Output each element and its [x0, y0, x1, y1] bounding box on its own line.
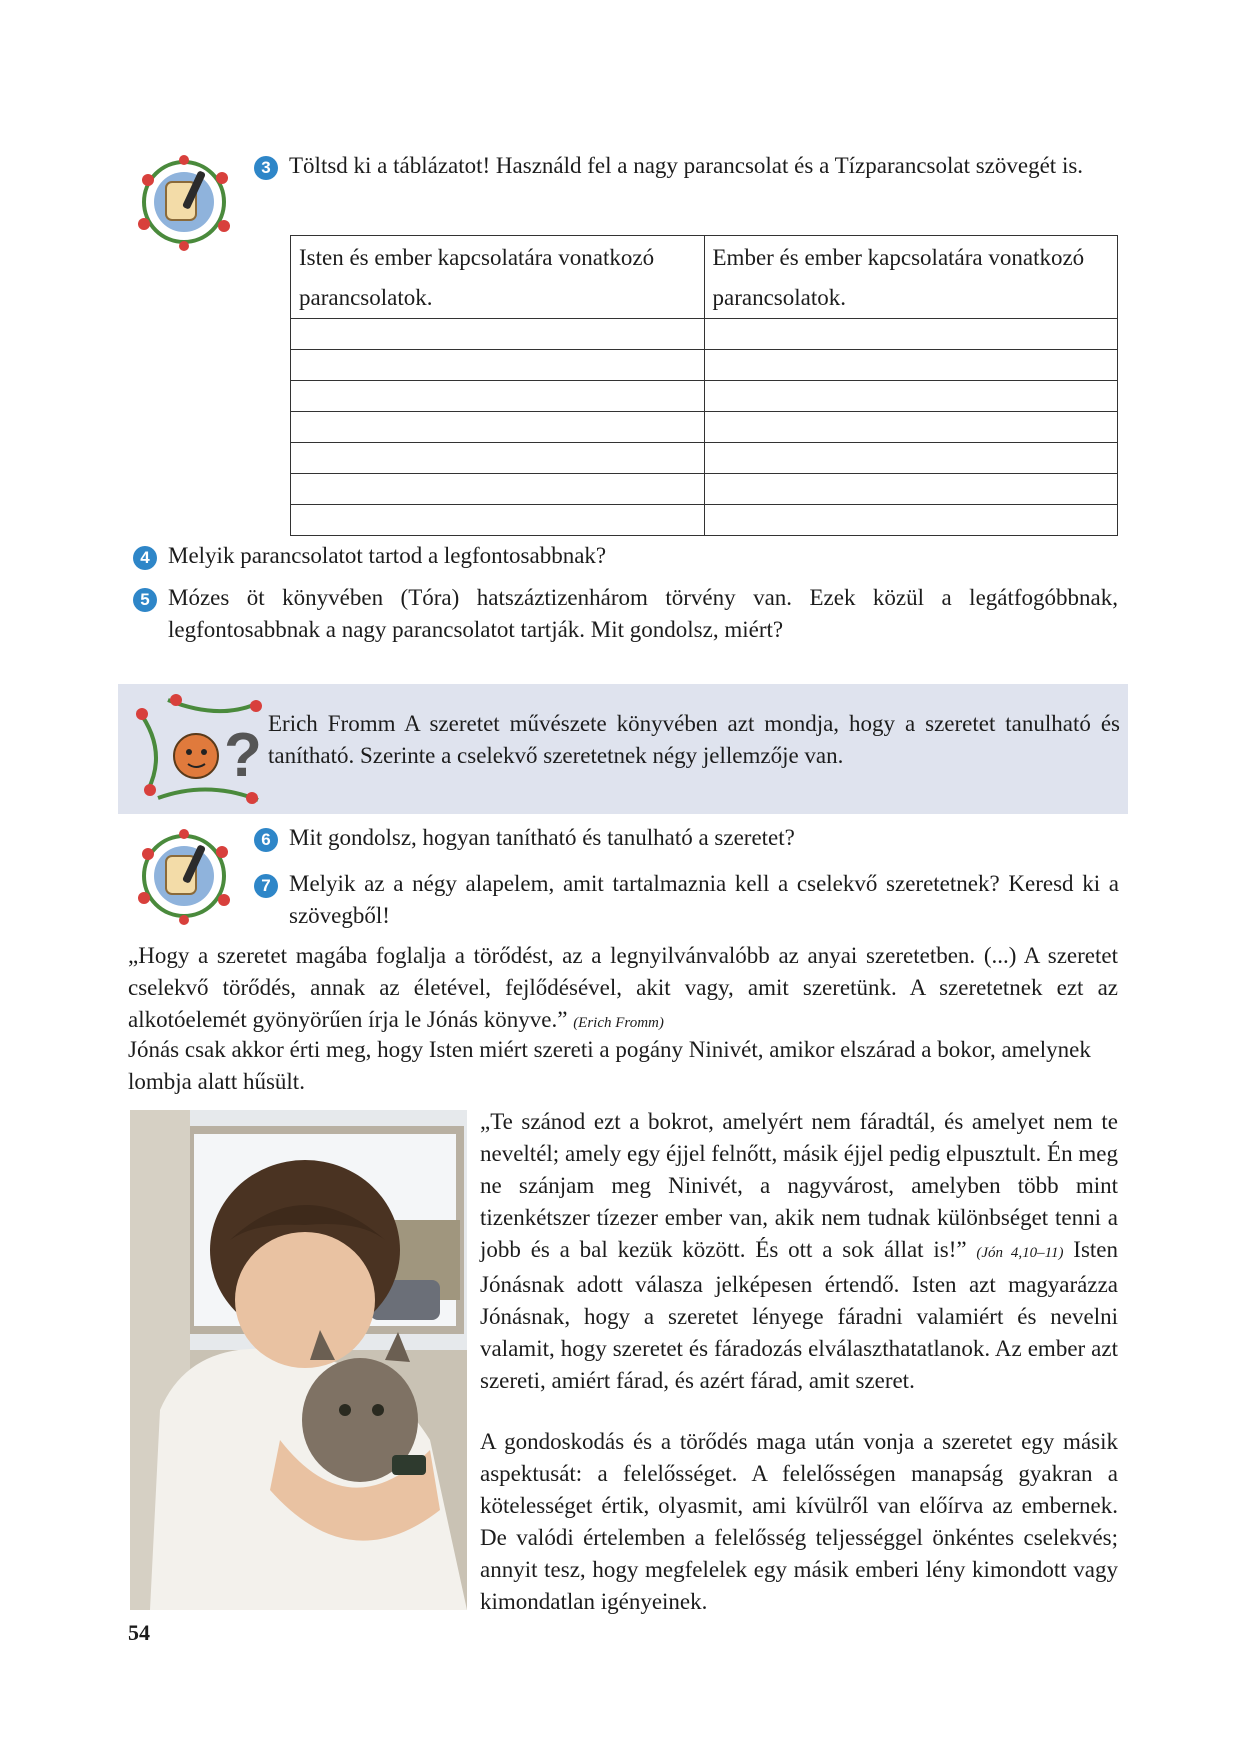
task-number-badge: 5 — [133, 588, 157, 612]
jonah-quote-text: „Te szánod ezt a bokrot, amelyért nem fáradtál, és amelyet nem te neveltél; amely egy éjjel felnőtt, másik éjjel pedig elpusztult. Én meg ne szánjam meg Ninivét, a nagyvárost, amelyben több mint tizenkétszer tízezer ember van, akik nem tudnak különbséget tenni a jobb és a bal kezük között. És ott a sok állat is!” — [480, 1109, 1118, 1262]
empty-cell[interactable] — [704, 319, 1118, 350]
jonah-quote-citation: (Jón 4,10–11) — [976, 1245, 1064, 1261]
task-number-badge: 4 — [133, 546, 157, 570]
task-6-text: Mit gondolsz, hogyan tanítható és tanulható a szeretet? — [289, 825, 795, 850]
empty-cell[interactable] — [291, 412, 705, 443]
table-row — [291, 350, 1118, 381]
jonah-quote-block — [480, 1106, 1118, 1397]
table-header-god-human: Isten és ember kapcsolatára vonatkozó parancsolatok. — [291, 236, 705, 319]
care-paragraph: A gondoskodás és a törődés maga után vonja a szeretet egy másik aspektusát: a felelősséget. A felelősségen manapság gyakran a kötelességet értik, olyasmit, ami kívülről van előírva az embernek. De valódi értelemben a felelősség teljességgel önkéntes cselekvés; annyit tesz, hogy megfelelek egy másik emberi lény kimondott vagy kimondatlan igényeinek. — [480, 1429, 1118, 1614]
table-row — [291, 412, 1118, 443]
empty-cell[interactable] — [291, 505, 705, 536]
task-7-text: Melyik az a négy alapelem, amit tartalmaznia kell a cselekvő szeretetnek? Keresd ki a szövegből! — [289, 871, 1119, 928]
empty-cell[interactable] — [291, 319, 705, 350]
table-row — [291, 505, 1118, 536]
jonas-paragraph: Jónás csak akkor érti meg, hogy Isten miért szereti a pogány Ninivét, amikor elszárad a bokor, amelynek lombja alatt hűsült. — [128, 1037, 1091, 1094]
task-3-text: Töltsd ki a táblázatot! Használd fel a nagy parancsolat és a Tízparancsolat szövegét is. — [289, 153, 1084, 178]
table-row — [291, 381, 1118, 412]
table-row — [291, 443, 1118, 474]
task-number-badge: 3 — [254, 156, 278, 180]
fromm-quote-text: „Hogy a szeretet magába foglalja a törődést, az a legnyilvánvalóbb az anyai szeretetben. (...) A szeretet cselekvő törődés, annak az életével, fejlődésével, akit vagy, amit szeretünk. A szeretetnek ezt az alkotóelemét gyönyörűen írja le Jónás könyve.” — [128, 943, 1118, 1032]
task-5-text: Mózes öt könyvében (Tóra) hatszáztizenhárom törvény van. Ezek közül a legátfogóbbnak, legfontosabbnak a nagy parancsolatot tartják. Mit gondolsz, miért? — [168, 585, 1118, 642]
empty-cell[interactable] — [704, 443, 1118, 474]
fromm-quote-citation: (Erich Fromm) — [573, 1015, 664, 1031]
empty-cell[interactable] — [704, 505, 1118, 536]
scroll-pencil-icon — [128, 824, 240, 928]
scroll-pencil-icon — [128, 150, 240, 254]
empty-cell[interactable] — [704, 381, 1118, 412]
task-4-text: Melyik parancsolatot tartod a legfontosabbnak? — [168, 543, 607, 568]
jonah-explanation: Isten Jónásnak adott válasza jelképesen értendő. Isten azt magyarázza Jónásnak, hogy a szeretet lényege fáradni valamiért és nevelni valamit, hogy szeretet és fáradozás elválaszthatatlanok. Az ember azt szereti, amiért fárad, és azért fárad, amit szeret. — [480, 1237, 1119, 1393]
page-number: 54 — [128, 1620, 150, 1645]
question-face-icon — [128, 690, 270, 808]
boy-with-cat-photo — [130, 1110, 467, 1610]
empty-cell[interactable] — [291, 350, 705, 381]
svg-text:?: ? — [224, 721, 262, 790]
empty-cell[interactable] — [291, 474, 705, 505]
empty-cell[interactable] — [291, 443, 705, 474]
table-header-human-human: Ember és ember kapcsolatára vonatkozó parancsolatok. — [704, 236, 1118, 319]
empty-cell[interactable] — [291, 381, 705, 412]
empty-cell[interactable] — [704, 474, 1118, 505]
table-row — [291, 474, 1118, 505]
fromm-quote — [128, 940, 1118, 1039]
empty-cell[interactable] — [704, 350, 1118, 381]
task-number-badge: 7 — [254, 874, 278, 898]
commandments-table — [290, 235, 1118, 536]
task-number-badge: 6 — [254, 828, 278, 852]
table-row — [291, 319, 1118, 350]
empty-cell[interactable] — [704, 412, 1118, 443]
info-text: Erich Fromm A szeretet művészete könyvében azt mondja, hogy a szeretet tanulható és tanítható. Szerinte a cselekvő szeretetnek négy jellemzője van. — [268, 711, 1120, 768]
